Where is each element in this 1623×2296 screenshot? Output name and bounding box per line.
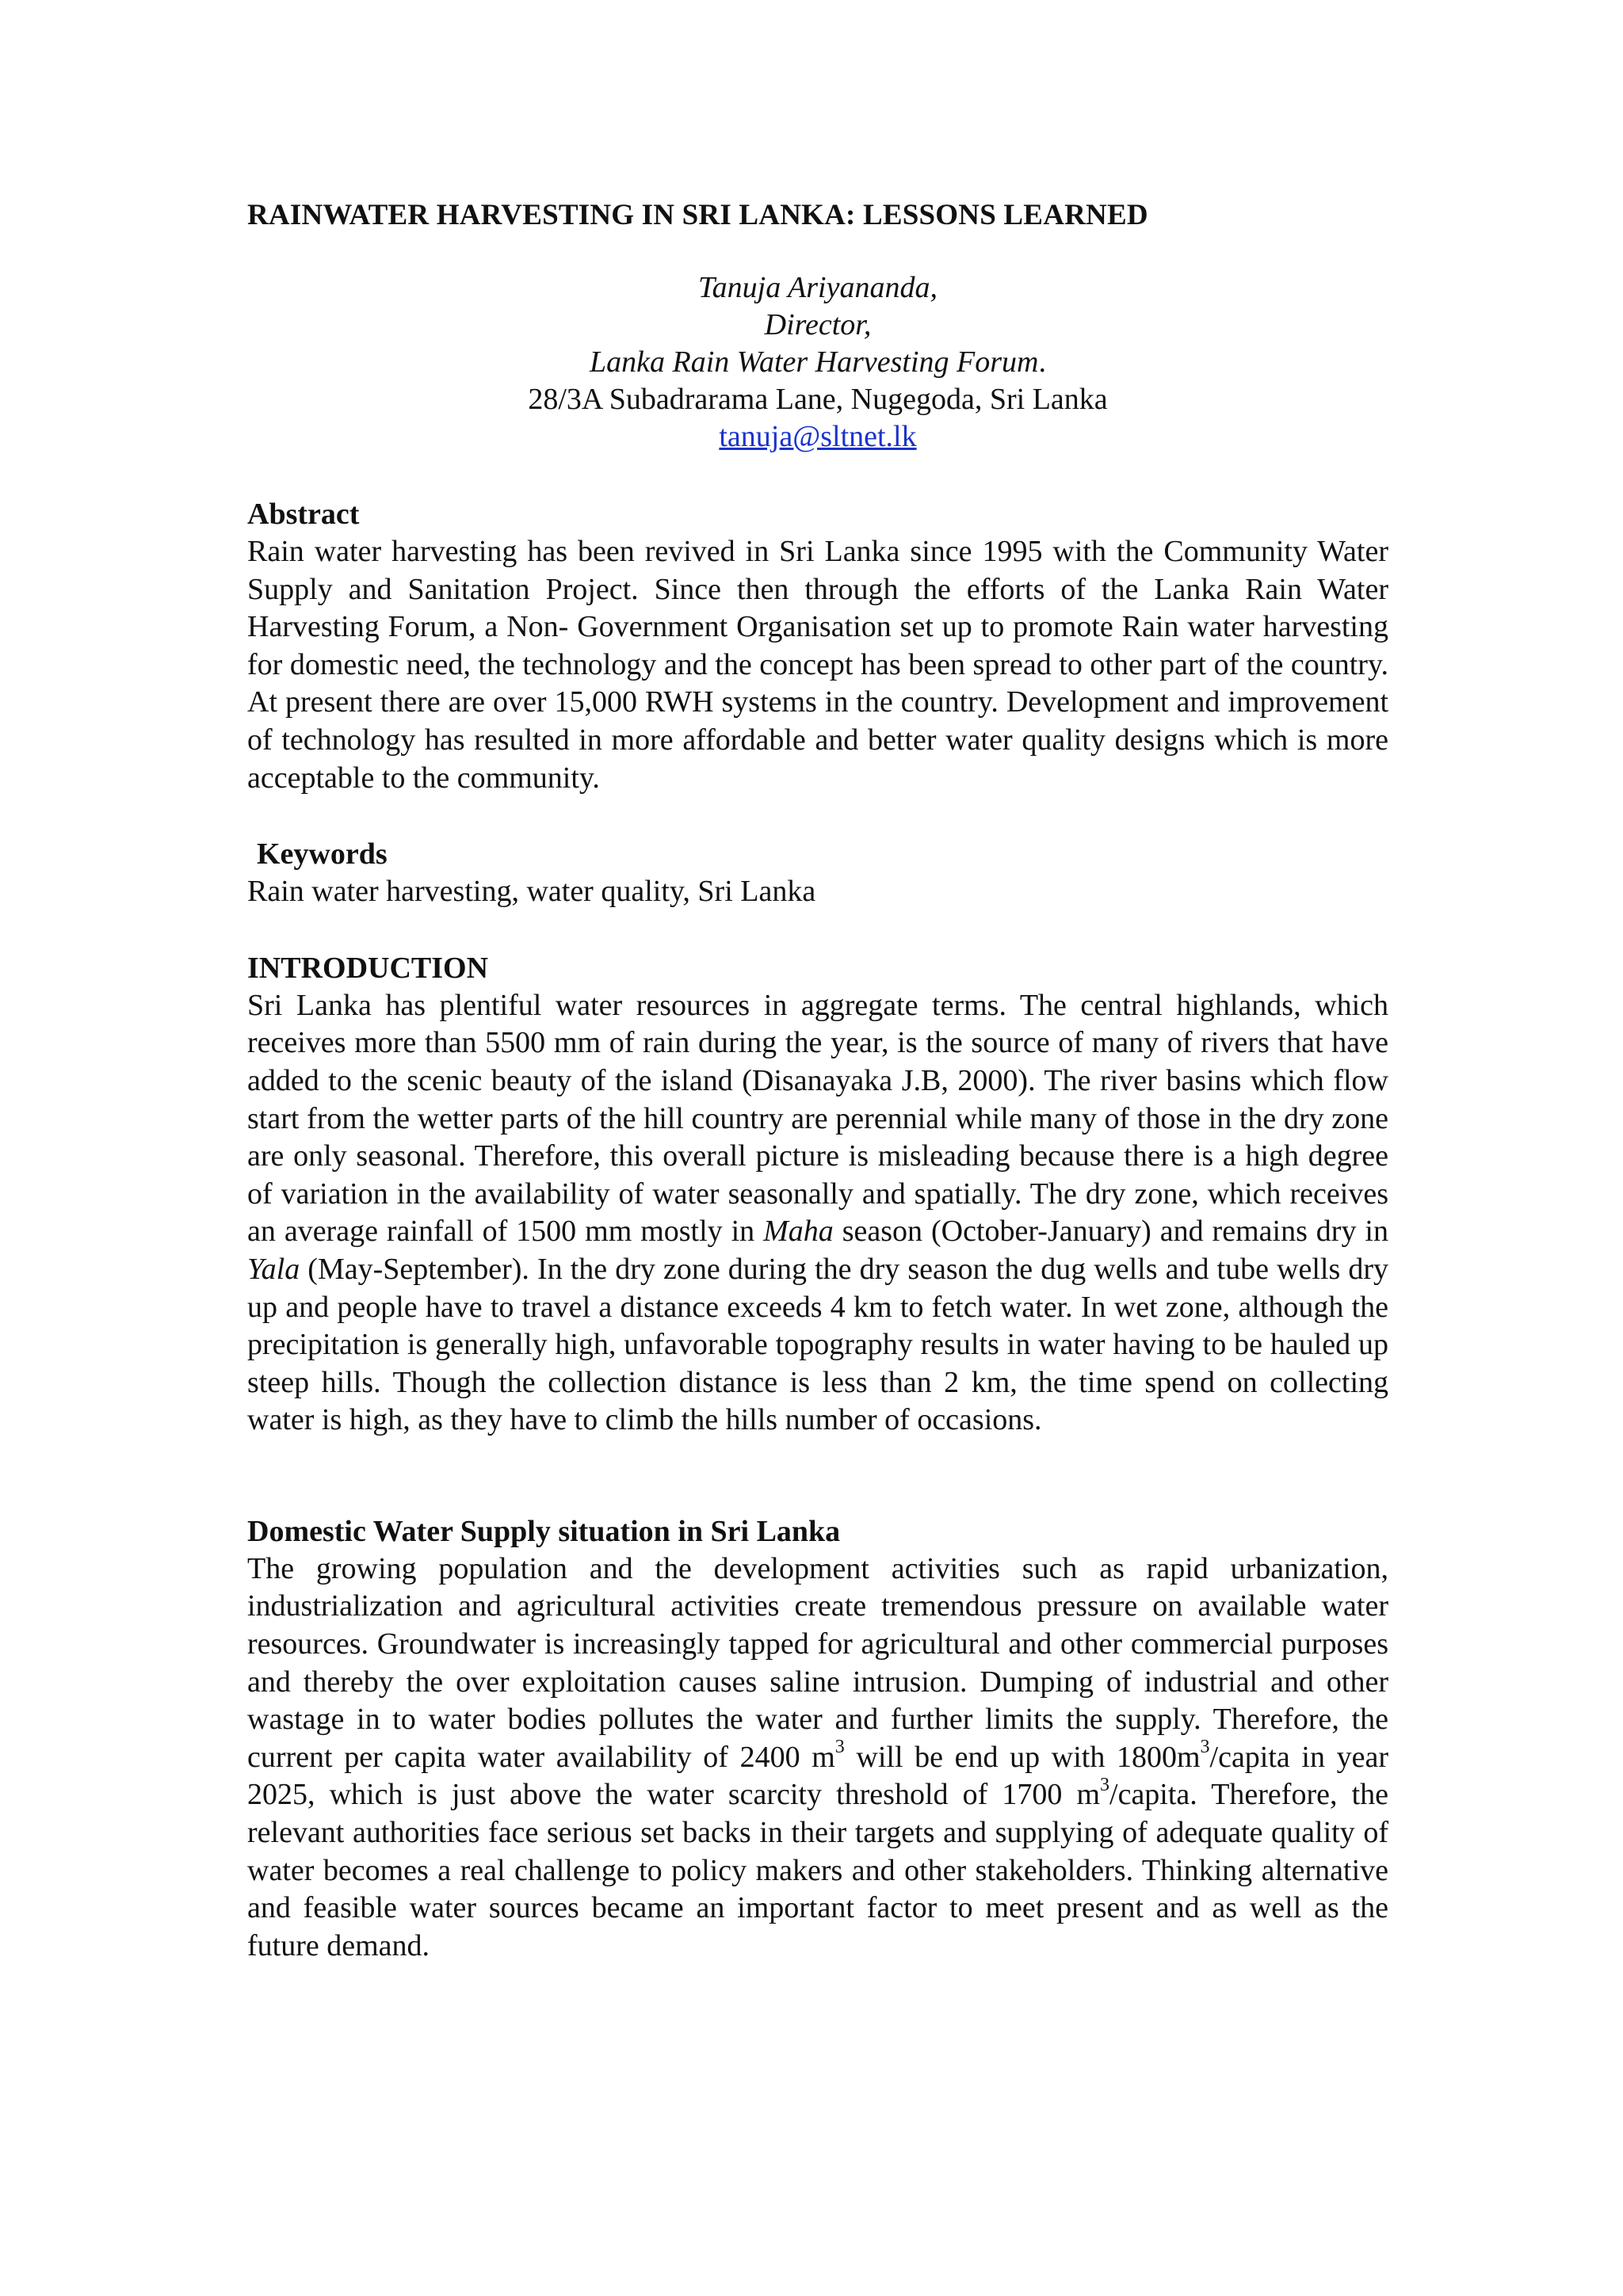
introduction-text-part2: season (October-January) and remains dry in: [833, 1215, 1388, 1249]
introduction-text-part1: Sri Lanka has plentiful water resources in aggregate terms. The central highlands, which receives more than 5500 mm of rain during the year, is the source of many of rivers that have added to the scenic beauty of the island (Disanayaka J.B, 2000). The river basins which flow start from the wetter parts of the hill country are perennial while many of those in the dry zone are only seasonal. Therefore, this overall picture is misleading because there is a high degree of variation in the availability of water seasonally and spatially. The dry zone, which receives an average rainfall of 1500 mm mostly in: [247, 988, 1388, 1249]
author-email-link[interactable]: tanuja@sltnet.lk: [719, 420, 917, 453]
superscript-3: 3: [834, 1737, 845, 1758]
introduction-text: [247, 987, 1388, 1440]
domestic-water-heading: Domestic Water Supply situation in Sri Lanka: [247, 1514, 841, 1548]
domestic-text-part3: /capita in year 2025, which is just above the water scarcity threshold of 1700 m: [247, 1740, 1388, 1812]
domestic-water-text: [247, 1550, 1388, 1966]
document-page: [247, 196, 1388, 1965]
author-role: Director,: [764, 308, 872, 341]
introduction-text-part3: (May-September). In the dry zone during the dry season the dug wells and tube wells dry up and people have to travel a distance exceeds 4 km to fetch water. In wet zone, although the precipitation is generally high, unfavorable topography results in water having to be hauled up steep hills. Though the collection distance is less than 2 km, the time spend on collecting water is high, as they have to climb the hills number of occasions.: [247, 1252, 1388, 1437]
keywords-text: Rain water harvesting, water quality, Sri Lanka: [247, 875, 816, 909]
introduction-section: [247, 949, 1388, 1440]
abstract-text: Rain water harvesting has been revived in Sri Lanka since 1995 with the Community Water Supply and Sanitation Project. Since then through the efforts of the Lanka Rain Water Harvesting Forum, a Non- Government Organisation set up to promote Rain water harvesting for domestic need, the technology and the concept has been spread to other part of the country. At present there are over 15,000 RWH systems in the country. Development and improvement of technology has resulted in more affordable and better water quality designs which is more acceptable to the community.: [247, 535, 1388, 795]
domestic-text-part4: /capita. Therefore, the relevant authorities face serious set backs in their targets and supplying of adequate quality of water becomes a real challenge to policy makers and other stakeholders. Thinking alternative and feasible water sources became an important factor to meet present and as well as the future demand.: [247, 1778, 1388, 1962]
author-block: [247, 269, 1388, 456]
superscript-3: 3: [1100, 1774, 1110, 1795]
paper-title: RAINWATER HARVESTING IN SRI LANKA: LESSONS LEARNED: [247, 199, 1148, 231]
abstract-section: [247, 495, 1388, 797]
author-address: 28/3A Subadrarama Lane, Nugegoda, Sri Lanka: [528, 383, 1108, 416]
introduction-heading: INTRODUCTION: [247, 951, 489, 985]
keywords-heading: Keywords: [257, 837, 388, 871]
domestic-text-part2: will be end up with 1800m: [844, 1740, 1201, 1774]
author-organization: Lanka Rain Water Harvesting Forum: [590, 345, 1039, 379]
keywords-section: [247, 835, 1388, 911]
author-organization-line: [247, 344, 1388, 381]
abstract-heading: Abstract: [247, 498, 360, 531]
yala-term: Yala: [247, 1252, 300, 1286]
domestic-water-section: [247, 1512, 1388, 1966]
domestic-text-part1: The growing population and the development activities such as rapid urbanization, industrialization and agricultural activities create tremendous pressure on available water resources. Groundwater is increasingly tapped for agricultural and other commercial purposes and thereby the over exploitation causes saline intrusion. Dumping of industrial and other wastage in to water bodies pollutes the water and further limits the supply. Therefore, the current per capita water availability of 2400 m: [247, 1551, 1388, 1774]
maha-term: Maha: [763, 1215, 834, 1249]
superscript-3: 3: [1200, 1737, 1210, 1758]
author-organization-period: .: [1038, 345, 1046, 379]
author-name: Tanuja Ariyananda,: [698, 271, 938, 304]
